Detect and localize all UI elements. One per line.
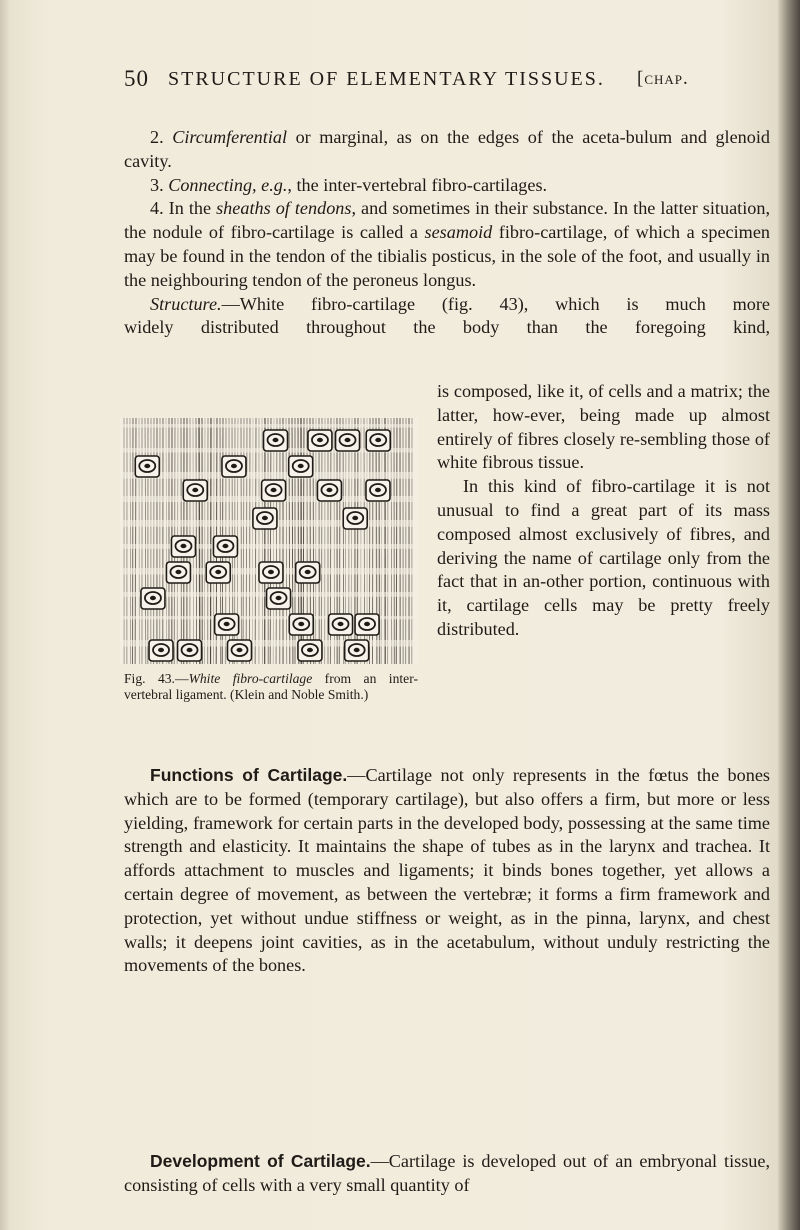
running-header — [124, 66, 764, 96]
cell-nucleus — [192, 488, 198, 492]
cell-nucleus — [375, 438, 381, 442]
cell-nucleus — [144, 464, 150, 468]
development-paragraph: Development of Cartilage.—Cartilage is developed out of an embryonal tissue, consisting of cells with a very small quantity of — [124, 1151, 770, 1195]
cell-nucleus — [364, 622, 370, 626]
cell-nucleus — [298, 622, 304, 626]
cell-nucleus — [276, 596, 282, 600]
functions-heading: Functions of Cartilage. — [150, 765, 348, 785]
fibre-line — [270, 418, 271, 664]
cell-nucleus — [375, 488, 381, 492]
fibre-band — [120, 424, 418, 428]
fibre-line — [396, 418, 397, 664]
fibre-line — [166, 418, 167, 664]
structure-para-1: is composed, like it, of cells and a matrix; the latter, how-ever, being made up almost entirely of fibres closely re-sembling those of white fibrous tissue. — [437, 381, 770, 473]
fibre-line — [286, 418, 287, 664]
cell-nucleus — [273, 438, 279, 442]
cell-nucleus — [158, 648, 164, 652]
figure-label: Fig. 43.— — [124, 671, 189, 686]
fibre-band — [120, 472, 418, 479]
term-sheaths: sheaths of tendons — [216, 198, 352, 219]
cell-nucleus — [352, 516, 358, 520]
fibro-cartilage-drawing — [120, 418, 418, 664]
cell-nucleus — [268, 570, 274, 574]
cell-nucleus — [305, 570, 311, 574]
figure-caption-text: from an inter-vertebral ligament. (Klein and Noble Smith.) — [124, 671, 418, 702]
fibre-line — [381, 418, 382, 664]
cell-nucleus — [317, 438, 323, 442]
cell-nucleus — [338, 622, 344, 626]
chapter-marker: [chap. — [637, 68, 689, 89]
list-item-connecting: 3. Connecting, e.g., the inter-vertebral fibro-cartilages. — [150, 174, 548, 195]
list-item-circumferential: 2. Circumferential or marginal, as on the edges of the aceta-bulum and glenoid cavity. — [124, 127, 771, 171]
cell-nucleus — [307, 648, 313, 652]
page-edge-shadow — [778, 0, 800, 1230]
term-structure: Structure. — [150, 293, 222, 314]
fibre-line — [241, 418, 242, 664]
fibre-line — [135, 418, 136, 664]
structure-line-1: Structure.—White fibro-cartilage (fig. 43), which is much more — [150, 293, 770, 314]
fibre-line — [273, 418, 274, 664]
fibre-line — [145, 418, 146, 664]
fibre-line — [199, 418, 200, 664]
cell-nucleus — [187, 648, 193, 652]
fibre-line — [255, 418, 256, 664]
cell-nucleus — [298, 464, 304, 468]
term-sesamoid: sesamoid — [424, 222, 493, 243]
cell-nucleus — [345, 438, 351, 442]
fibre-line — [243, 418, 244, 664]
fibre-line — [321, 418, 322, 664]
development-heading: Development of Cartilage. — [150, 1151, 371, 1171]
fibre-line — [262, 418, 263, 664]
cell-nucleus — [326, 488, 332, 492]
figure-title: White fibro-cartilage — [188, 671, 313, 686]
figure-43-illustration — [120, 418, 418, 664]
functions-paragraph: Functions of Cartilage.—Cartilage not only represents in the fœtus the bones which are to be formed (temporary cartilage), but also offers a firm, but more or less yielding, framework for certain parts in the developed body, possessing at the same time strength and elasticity. It maintains the shape of tubes as in the larynx and trachea. It affords attachment to muscles and ligaments; it binds bones together, yet allows a certain degree of movement, as between the vertebræ; it forms a firm framework and protection, yet without undue stiffness or weight, as in the pinna, larynx, and chest walls; it deepens joint cavities, as in the acetabulum, without unduly restricting the movements of the bones. — [124, 765, 770, 976]
list-section — [124, 126, 770, 340]
cell-nucleus — [215, 570, 221, 574]
term-circumferential: Circumferential — [172, 127, 288, 147]
cell-nucleus — [224, 622, 230, 626]
structure-side-column — [437, 380, 770, 642]
fibre-line — [391, 418, 392, 664]
figure-caption — [124, 671, 418, 703]
fibre-line — [130, 418, 131, 664]
cell-nucleus — [175, 570, 181, 574]
term-connecting: Connecting, e.g. — [168, 174, 288, 195]
cell-nucleus — [354, 648, 360, 652]
fibre-line — [246, 418, 247, 664]
fibre-band — [120, 544, 418, 549]
cell-nucleus — [262, 516, 268, 520]
structure-para-2: In this kind of fibro-cartilage it is not unusual to find a great part of its mass composed almost exclusively of fibres, and deriving the name of cartilage only from the fact that in an-other portion, continuous with it, cartilage cells may be pretty freely distributed. — [437, 476, 770, 639]
cell-nucleus — [150, 596, 156, 600]
running-title: STRUCTURE OF ELEMENTARY TISSUES. — [168, 68, 605, 90]
structure-line-2: widely distributed throughout the body than the foregoing kind, — [124, 317, 770, 338]
page-gutter-shadow — [0, 0, 10, 1230]
fibre-line — [276, 418, 277, 664]
list-item-sheaths: 4. In the sheaths of tendons, and sometimes in their substance. In the latter situation, the nodule of fibro-cartilage is called a sesamoid fibro-cartilage, of which a specimen may be found in the tendon of the tibialis posticus, in the sole of the foot, and usually in the neighbouring tendon of the peroneus longus. — [124, 198, 770, 290]
fibre-line — [252, 418, 253, 664]
page-number: 50 — [124, 66, 149, 91]
cell-nucleus — [222, 544, 228, 548]
cell-nucleus — [180, 544, 186, 548]
cell-nucleus — [231, 464, 237, 468]
development-section — [124, 1150, 770, 1198]
functions-section — [124, 764, 770, 978]
cell-nucleus — [236, 648, 242, 652]
cell-nucleus — [271, 488, 277, 492]
